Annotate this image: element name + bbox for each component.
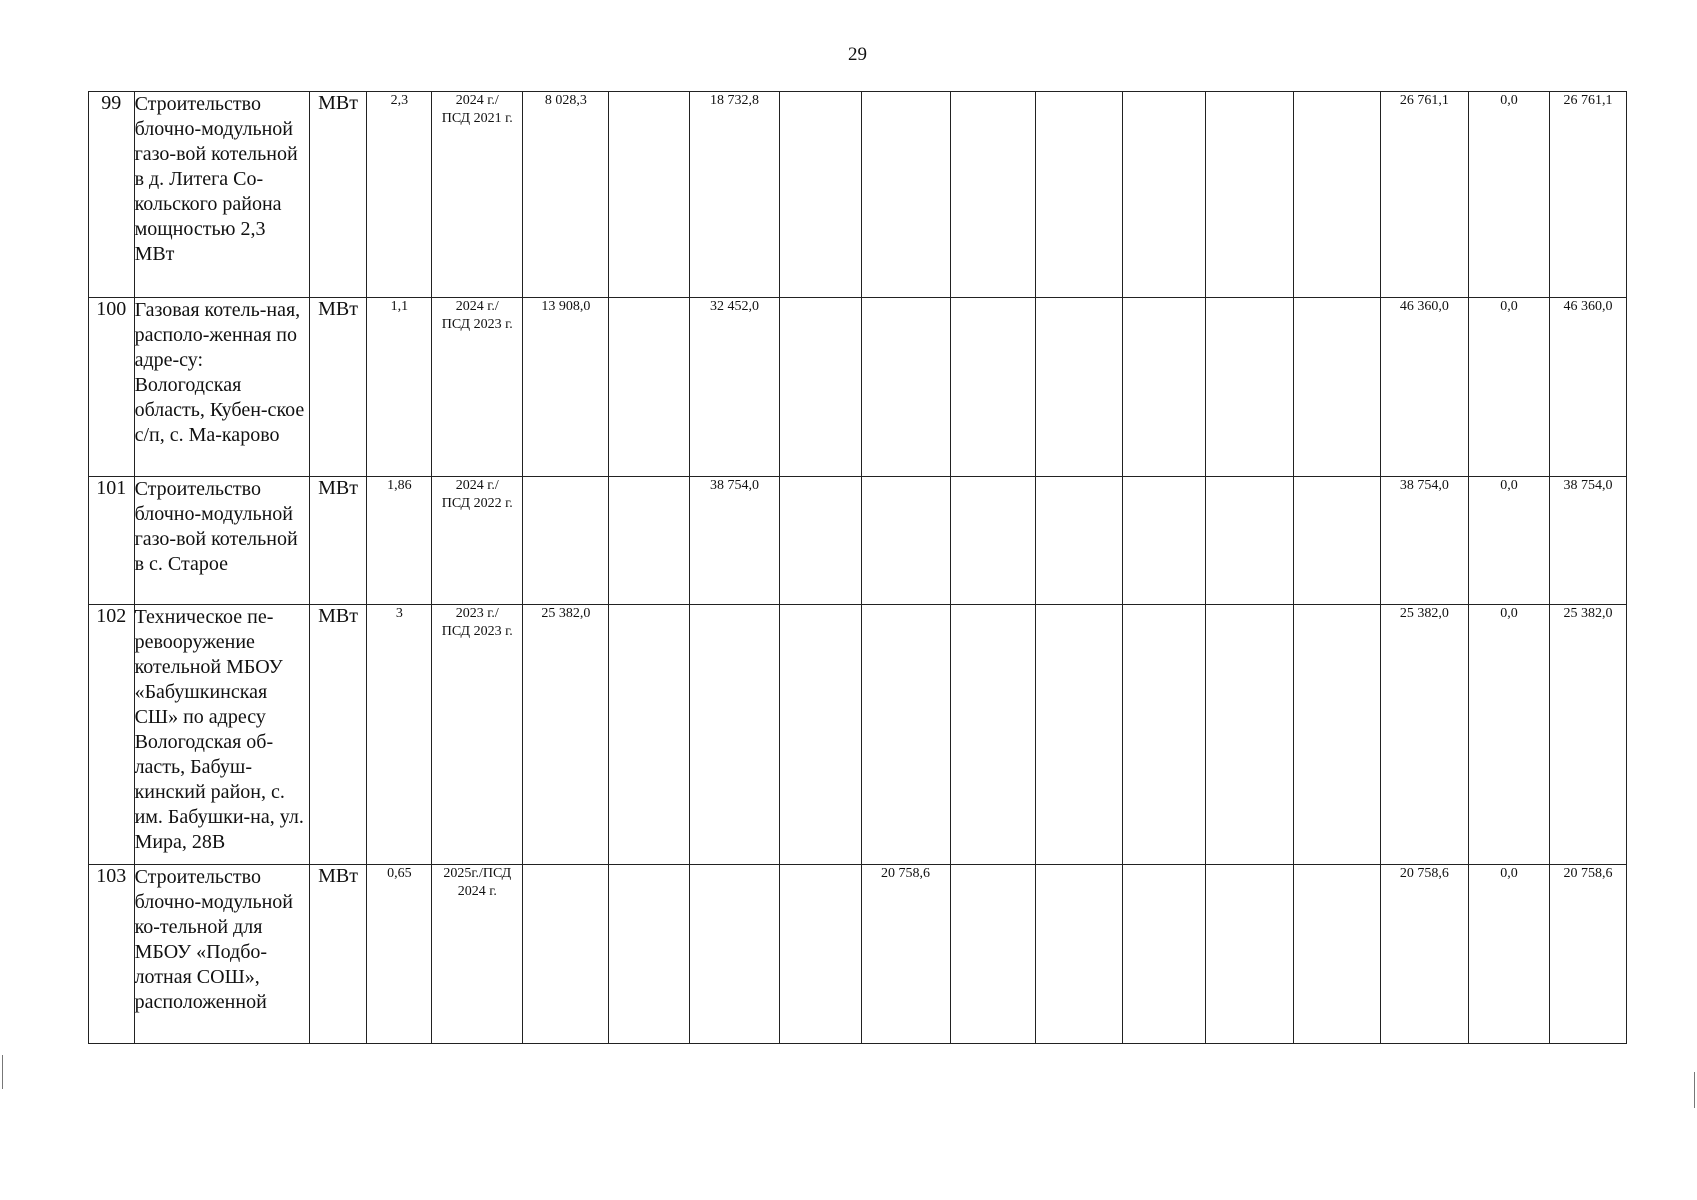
total-cell: 46 360,0 — [1380, 298, 1468, 477]
amount-cell-6 — [950, 92, 1035, 298]
amount-cell-10 — [1293, 298, 1380, 477]
row-number: 99 — [89, 92, 135, 298]
amount-cell-2 — [609, 865, 690, 1044]
unit-cell: МВт — [309, 477, 367, 605]
total-cell: 26 761,1 — [1380, 92, 1468, 298]
amount-cell-3: 18 732,8 — [690, 92, 779, 298]
object-name: Техническое пе-ревооружение котельной МБОУ «Бабушкинская СШ» по адресу Вологодская об-ласть, Бабуш-кинский район, с. им. Бабушки-на, ул. Мира, 28В — [134, 605, 309, 865]
amount-cell-6 — [950, 865, 1035, 1044]
amount-cell-8 — [1122, 865, 1205, 1044]
unit-cell: МВт — [309, 92, 367, 298]
extra-cell: 0,0 — [1468, 865, 1549, 1044]
power-cell: 1,86 — [367, 477, 432, 605]
amount-cell-10 — [1293, 477, 1380, 605]
amount-cell-2 — [609, 605, 690, 865]
investment-table — [88, 91, 1627, 1044]
amount-cell-6 — [950, 477, 1035, 605]
grand-total-cell: 25 382,0 — [1549, 605, 1626, 865]
period-line-2: ПСД 2021 г. — [441, 111, 513, 126]
period-cell — [432, 605, 523, 865]
row-number: 103 — [89, 865, 135, 1044]
amount-cell-1 — [523, 865, 609, 1044]
total-cell: 20 758,6 — [1380, 865, 1468, 1044]
amount-cell-1: 8 028,3 — [523, 92, 609, 298]
amount-cell-10 — [1293, 865, 1380, 1044]
amount-cell-4 — [779, 865, 861, 1044]
scan-edge-mark-right — [1694, 1072, 1695, 1108]
amount-cell-9 — [1205, 477, 1293, 605]
object-name: Строительство блочно-модульной газо-вой котельной в д. Литега Со-кольского района мощностью 2,3 МВт — [134, 92, 309, 298]
amount-cell-1: 25 382,0 — [523, 605, 609, 865]
amount-cell-9 — [1205, 865, 1293, 1044]
amount-cell-3: 38 754,0 — [690, 477, 779, 605]
amount-cell-8 — [1122, 298, 1205, 477]
period-line-1: 2024 г./ — [455, 478, 499, 493]
table-row — [89, 865, 1627, 1044]
extra-cell: 0,0 — [1468, 605, 1549, 865]
power-cell: 1,1 — [367, 298, 432, 477]
total-cell: 25 382,0 — [1380, 605, 1468, 865]
amount-cell-6 — [950, 298, 1035, 477]
amount-cell-8 — [1122, 477, 1205, 605]
amount-cell-5: 20 758,6 — [861, 865, 950, 1044]
scan-edge-mark-left — [2, 1055, 3, 1089]
amount-cell-4 — [779, 298, 861, 477]
extra-cell: 0,0 — [1468, 477, 1549, 605]
amount-cell-4 — [779, 477, 861, 605]
table-row — [89, 92, 1627, 298]
period-cell — [432, 92, 523, 298]
period-cell — [432, 477, 523, 605]
amount-cell-4 — [779, 92, 861, 298]
amount-cell-5 — [861, 477, 950, 605]
amount-cell-5 — [861, 605, 950, 865]
amount-cell-2 — [609, 92, 690, 298]
grand-total-cell: 38 754,0 — [1549, 477, 1626, 605]
amount-cell-9 — [1205, 92, 1293, 298]
page-number: 29 — [848, 44, 867, 65]
amount-cell-4 — [779, 605, 861, 865]
row-number: 102 — [89, 605, 135, 865]
period-line-1: 2024 г./ — [455, 299, 499, 314]
object-name: Строительство блочно-модульной газо-вой котельной в с. Старое — [134, 477, 309, 605]
grand-total-cell: 20 758,6 — [1549, 865, 1626, 1044]
amount-cell-2 — [609, 298, 690, 477]
amount-cell-8 — [1122, 605, 1205, 865]
amount-cell-9 — [1205, 605, 1293, 865]
amount-cell-8 — [1122, 92, 1205, 298]
period-line-2: ПСД 2022 г. — [441, 496, 513, 511]
amount-cell-2 — [609, 477, 690, 605]
period-cell — [432, 865, 523, 1044]
unit-cell: МВт — [309, 298, 367, 477]
total-cell: 38 754,0 — [1380, 477, 1468, 605]
amount-cell-1: 13 908,0 — [523, 298, 609, 477]
amount-cell-3: 32 452,0 — [690, 298, 779, 477]
grand-total-cell: 46 360,0 — [1549, 298, 1626, 477]
power-cell: 3 — [367, 605, 432, 865]
amount-cell-10 — [1293, 605, 1380, 865]
grand-total-cell: 26 761,1 — [1549, 92, 1626, 298]
table-row — [89, 605, 1627, 865]
unit-cell: МВт — [309, 605, 367, 865]
amount-cell-7 — [1035, 605, 1122, 865]
amount-cell-7 — [1035, 865, 1122, 1044]
row-number: 100 — [89, 298, 135, 477]
power-cell: 2,3 — [367, 92, 432, 298]
amount-cell-3 — [690, 605, 779, 865]
unit-cell: МВт — [309, 865, 367, 1044]
amount-cell-7 — [1035, 477, 1122, 605]
table-row — [89, 477, 1627, 605]
object-name: Газовая котель-ная, располо-женная по адре-су: Вологодская область, Кубен-ское с/п, с. Ма-карово — [134, 298, 309, 477]
amount-cell-5 — [861, 298, 950, 477]
row-number: 101 — [89, 477, 135, 605]
power-cell: 0,65 — [367, 865, 432, 1044]
amount-cell-9 — [1205, 298, 1293, 477]
amount-cell-7 — [1035, 298, 1122, 477]
amount-cell-7 — [1035, 92, 1122, 298]
period-cell — [432, 298, 523, 477]
extra-cell: 0,0 — [1468, 298, 1549, 477]
amount-cell-10 — [1293, 92, 1380, 298]
extra-cell: 0,0 — [1468, 92, 1549, 298]
amount-cell-5 — [861, 92, 950, 298]
period-line-1: 2023 г./ — [455, 606, 499, 621]
period-line-2: ПСД 2023 г. — [441, 317, 513, 332]
period-line-1: 2024 г./ — [455, 93, 499, 108]
period-line-1: 2025г./ПСД — [443, 866, 512, 881]
object-name: Строительство блочно-модульной ко-тельной для МБОУ «Подбо-лотная СОШ», расположенной — [134, 865, 309, 1044]
table-row — [89, 298, 1627, 477]
period-line-2: 2024 г. — [457, 884, 497, 899]
amount-cell-6 — [950, 605, 1035, 865]
amount-cell-3 — [690, 865, 779, 1044]
amount-cell-1 — [523, 477, 609, 605]
period-line-2: ПСД 2023 г. — [441, 624, 513, 639]
